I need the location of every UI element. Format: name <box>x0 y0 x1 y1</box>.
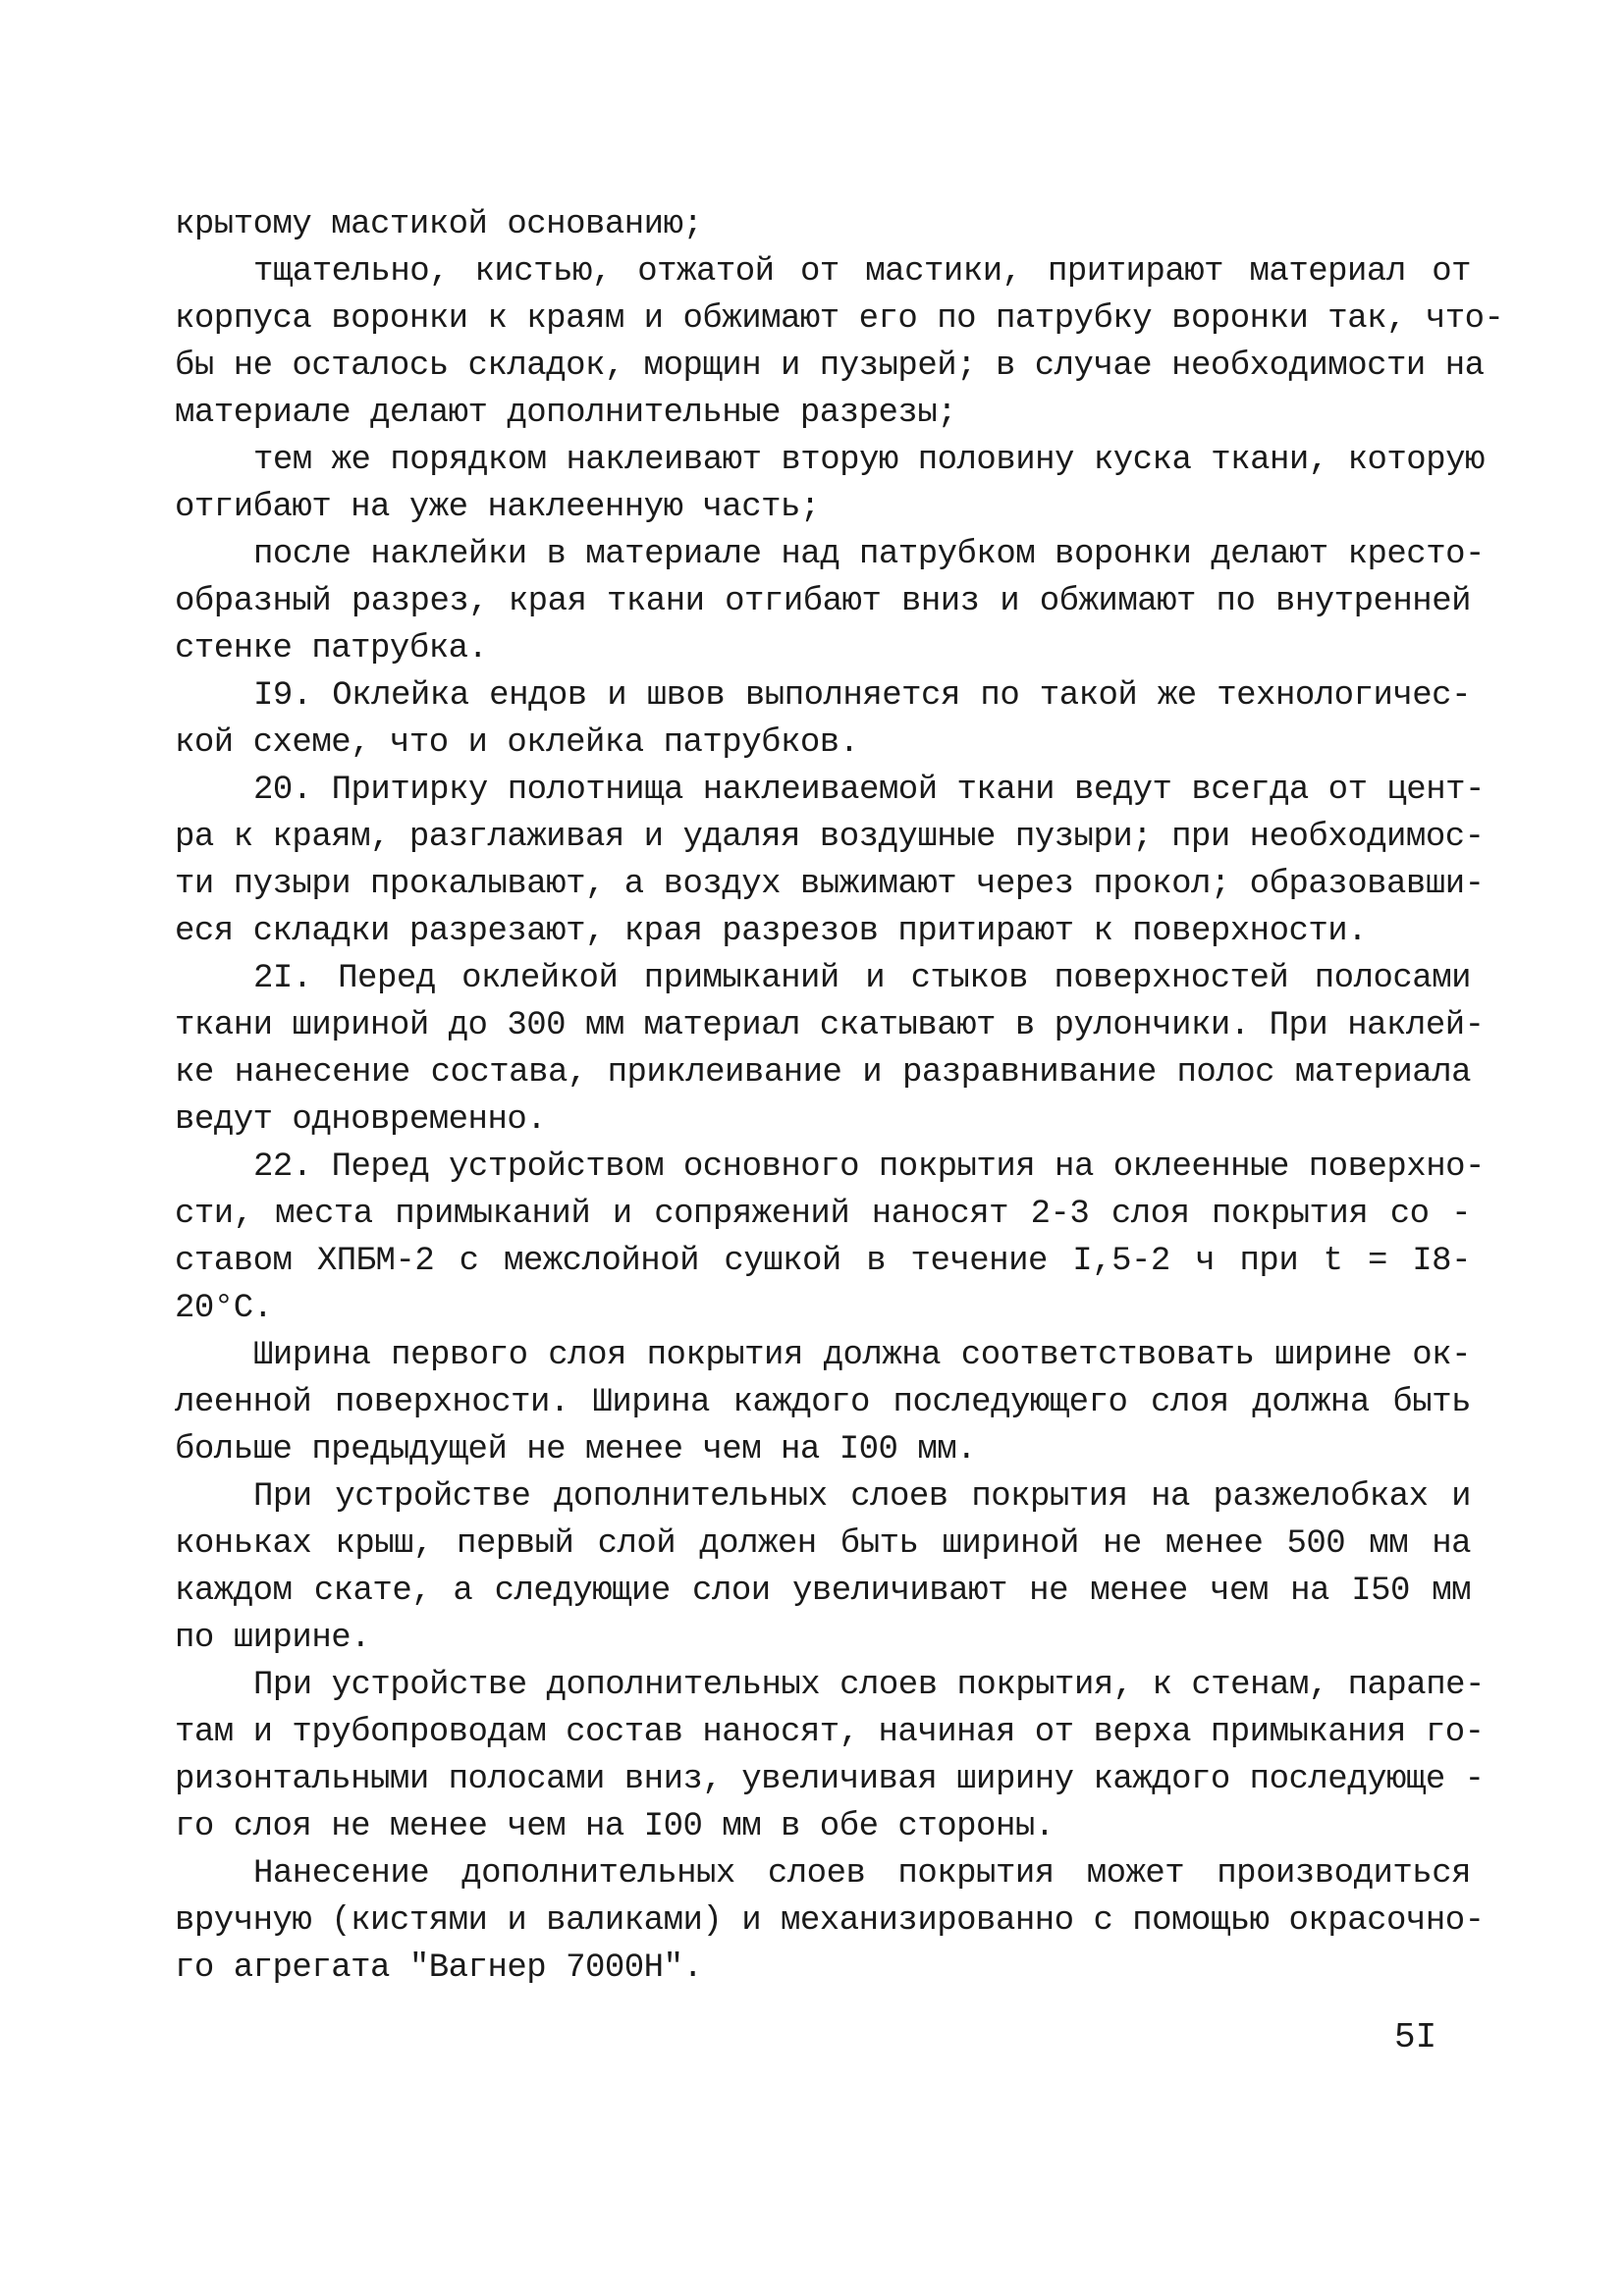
text-line: 20. Притирку полотнища наклеиваемой ткани ведут всегда от цент- <box>253 772 1485 809</box>
text-line: Нанесение дополнительных слоев покрытия может производиться <box>253 1855 1471 1893</box>
text-line: по ширине. <box>175 1620 371 1657</box>
paragraph-walls-parapets <box>175 1662 1485 1850</box>
text-line: 2I. Перед оклейкой примыканий и стыков поверхностей полосами <box>253 960 1471 997</box>
document-page <box>175 201 1504 1992</box>
text-line: Ширина первого слоя покрытия должна соответствовать ширине ок- <box>253 1337 1471 1374</box>
text-line: материале делают дополнительные разрезы; <box>175 395 957 432</box>
text-line: тем же порядком наклеивают вторую половину куска ткани, которую <box>253 442 1485 479</box>
text-line: каждом скате, а следующие слои увеличивают не менее чем на I50 мм <box>175 1573 1471 1610</box>
text-line: после наклейки в материале над патрубком воронки делают кресто- <box>253 536 1485 573</box>
text-line: леенной поверхности. Ширина каждого последующего слоя должна быть <box>175 1384 1471 1421</box>
paragraph-application-method <box>175 1850 1485 1992</box>
text-line: кой схеме, что и оклейка патрубков. <box>175 724 859 762</box>
text-line: ти пузыри прокалывают, а воздух выжимают через прокол; образовавши- <box>175 866 1485 903</box>
paragraph-valleys-ridges <box>175 1473 1471 1662</box>
text-line: го агрегата "Вагнер 7000Н". <box>175 1949 703 1987</box>
paragraph-item-20 <box>175 767 1485 955</box>
paragraph-item-21 <box>175 955 1485 1144</box>
text-line: ризонтальными полосами вниз, увеличивая ширину каждого последующе - <box>175 1761 1485 1798</box>
text-line: вручную (кистями и валиками) и механизированно с помощью окрасочно- <box>175 1902 1485 1940</box>
text-line: ра к краям, разглаживая и удаляя воздушные пузыри; при необходимос- <box>175 819 1485 856</box>
text-line: ведут одновременно. <box>175 1101 547 1139</box>
text-line: сти, места примыканий и сопряжений наносят 2-3 слоя покрытия со - <box>175 1196 1471 1233</box>
paragraph-first-layer-width <box>175 1332 1471 1473</box>
text-line: образный разрез, края ткани отгибают вниз и обжимают по внутренней <box>175 583 1471 620</box>
text-line: отгибают на уже наклеенную часть; <box>175 489 820 526</box>
paragraph-item-19 <box>175 672 1471 767</box>
text-line: ке нанесение состава, приклеивание и разравнивание полос материала <box>175 1054 1471 1092</box>
paragraph-continuation <box>175 201 1471 248</box>
text-line: больше предыдущей не менее чем на I00 мм. <box>175 1431 977 1468</box>
text-line: корпуса воронки к краям и обжимают его по патрубку воронки так, что- <box>175 300 1504 338</box>
text-line: коньках крыш, первый слой должен быть шириной не менее 500 мм на <box>175 1525 1471 1563</box>
text-line: го слоя не менее чем на I00 мм в обе стороны. <box>175 1808 1055 1845</box>
paragraph-item-22 <box>175 1144 1485 1332</box>
text-line: тщательно, кистью, отжатой от мастики, притирают материал от <box>253 253 1471 291</box>
text-line: там и трубопроводам состав наносят, начиная от верха примыкания го- <box>175 1714 1485 1751</box>
text-line: При устройстве дополнительных слоев покрытия, к стенам, парапе- <box>253 1667 1485 1704</box>
text-line: ставом ХПБМ-2 с межслойной сушкой в течение I,5-2 ч при t = I8- <box>175 1243 1471 1280</box>
paragraph-second-half <box>175 437 1485 531</box>
paragraph-cross-cut <box>175 531 1485 672</box>
text-line: бы не осталось складок, морщин и пузырей; в случае необходимости на <box>175 347 1485 385</box>
paragraph-rubbing-material <box>175 248 1504 437</box>
text-line: 22. Перед устройством основного покрытия на оклеенные поверхно- <box>253 1148 1485 1186</box>
text-line: 20°С. <box>175 1290 273 1327</box>
text-line: ткани шириной до 300 мм материал скатывают в рулончики. При наклей- <box>175 1007 1485 1044</box>
page-number: 5I <box>1394 2017 1437 2057</box>
text-line: крытому мастикой основанию; <box>175 206 703 243</box>
text-line: При устройстве дополнительных слоев покрытия на разжелобках и <box>253 1478 1471 1516</box>
text-line: еся складки разрезают, края разрезов притирают к поверхности. <box>175 913 1368 950</box>
text-line: I9. Оклейка ендов и швов выполняется по такой же технологичес- <box>253 677 1471 715</box>
text-line: стенке патрубка. <box>175 630 488 667</box>
